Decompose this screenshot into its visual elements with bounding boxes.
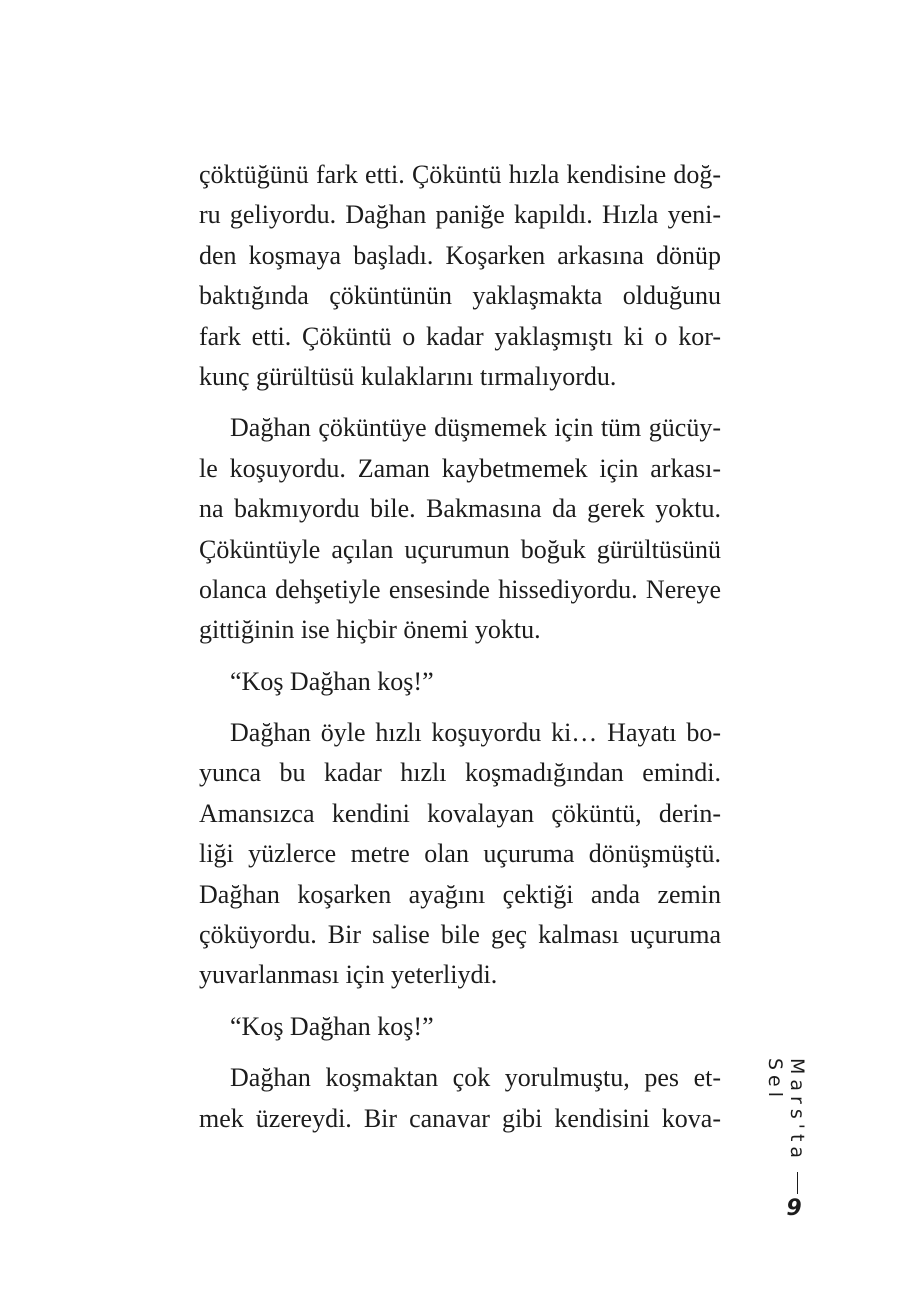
text-line: Çöküntüyle açılan uçurumun boğuk gürültüsünü [199, 534, 721, 564]
text-line: Dağhan koşarken ayağını çektiği anda zemin [199, 879, 721, 909]
page-number: 9 [786, 1196, 802, 1221]
running-header [764, 1052, 812, 1192]
text-line: yuvarlanması için yeterliydi. [199, 960, 498, 990]
paragraph [199, 155, 721, 397]
body-text [199, 155, 721, 1139]
dialogue-line [199, 1007, 721, 1047]
text-line: yunca bu kadar hızlı koşmadığından emindi. [199, 758, 721, 788]
paragraph [199, 713, 721, 996]
text-line: den koşmaya başladı. Koşarken arkasına dönüp [199, 240, 721, 270]
text-line: çöktüğünü fark etti. Çöküntü hızla kendisine doğ- [199, 160, 721, 189]
text-line: liği yüzlerce metre olan uçuruma dönüşmüştü. [199, 839, 721, 869]
text-line: Dağhan öyle hızlı koşuyordu ki… Hayatı bo- [230, 718, 721, 748]
text-line: “Koş Dağhan koş!” [230, 666, 434, 696]
text-line: çöküyordu. Bir salise bile geç kalması uçuruma [199, 920, 721, 950]
text-line: baktığında çöküntünün yaklaşmakta olduğunu [199, 281, 721, 311]
text-line: fark etti. Çöküntü o kadar yaklaşmıştı ki o kor- [199, 321, 721, 351]
text-line: Dağhan koşmaktan çok yorulmuştu, pes et- [230, 1063, 721, 1093]
text-line: le koşuyordu. Zaman kaybetmemek için arkası- [199, 453, 721, 483]
text-line: Amansızca kendini kovalayan çöküntü, derin- [199, 798, 721, 828]
paragraph [199, 1058, 721, 1139]
text-line: ru geliyordu. Dağhan paniğe kapıldı. Hızla yeni- [199, 200, 721, 230]
text-line: kunç gürültüsü kulaklarını tırmalıyordu. [199, 361, 617, 391]
header-divider [797, 1172, 798, 1194]
paragraph [199, 408, 721, 650]
dialogue-line [199, 662, 721, 702]
text-line: gittiğinin ise hiçbir önemi yoktu. [199, 615, 541, 645]
text-line: “Koş Dağhan koş!” [230, 1011, 434, 1041]
text-line: mek üzereydi. Bir canavar gibi kendisini kova- [199, 1103, 721, 1133]
text-line: olanca dehşetiyle ensesinde hissediyordu. Nereye [199, 574, 721, 604]
book-title: Mars'ta Sel [764, 1058, 808, 1164]
text-line: na bakmıyordu bile. Bakmasına da gerek yoktu. [199, 494, 721, 524]
text-line: Dağhan çöküntüye düşmemek için tüm gücüy- [230, 413, 721, 443]
